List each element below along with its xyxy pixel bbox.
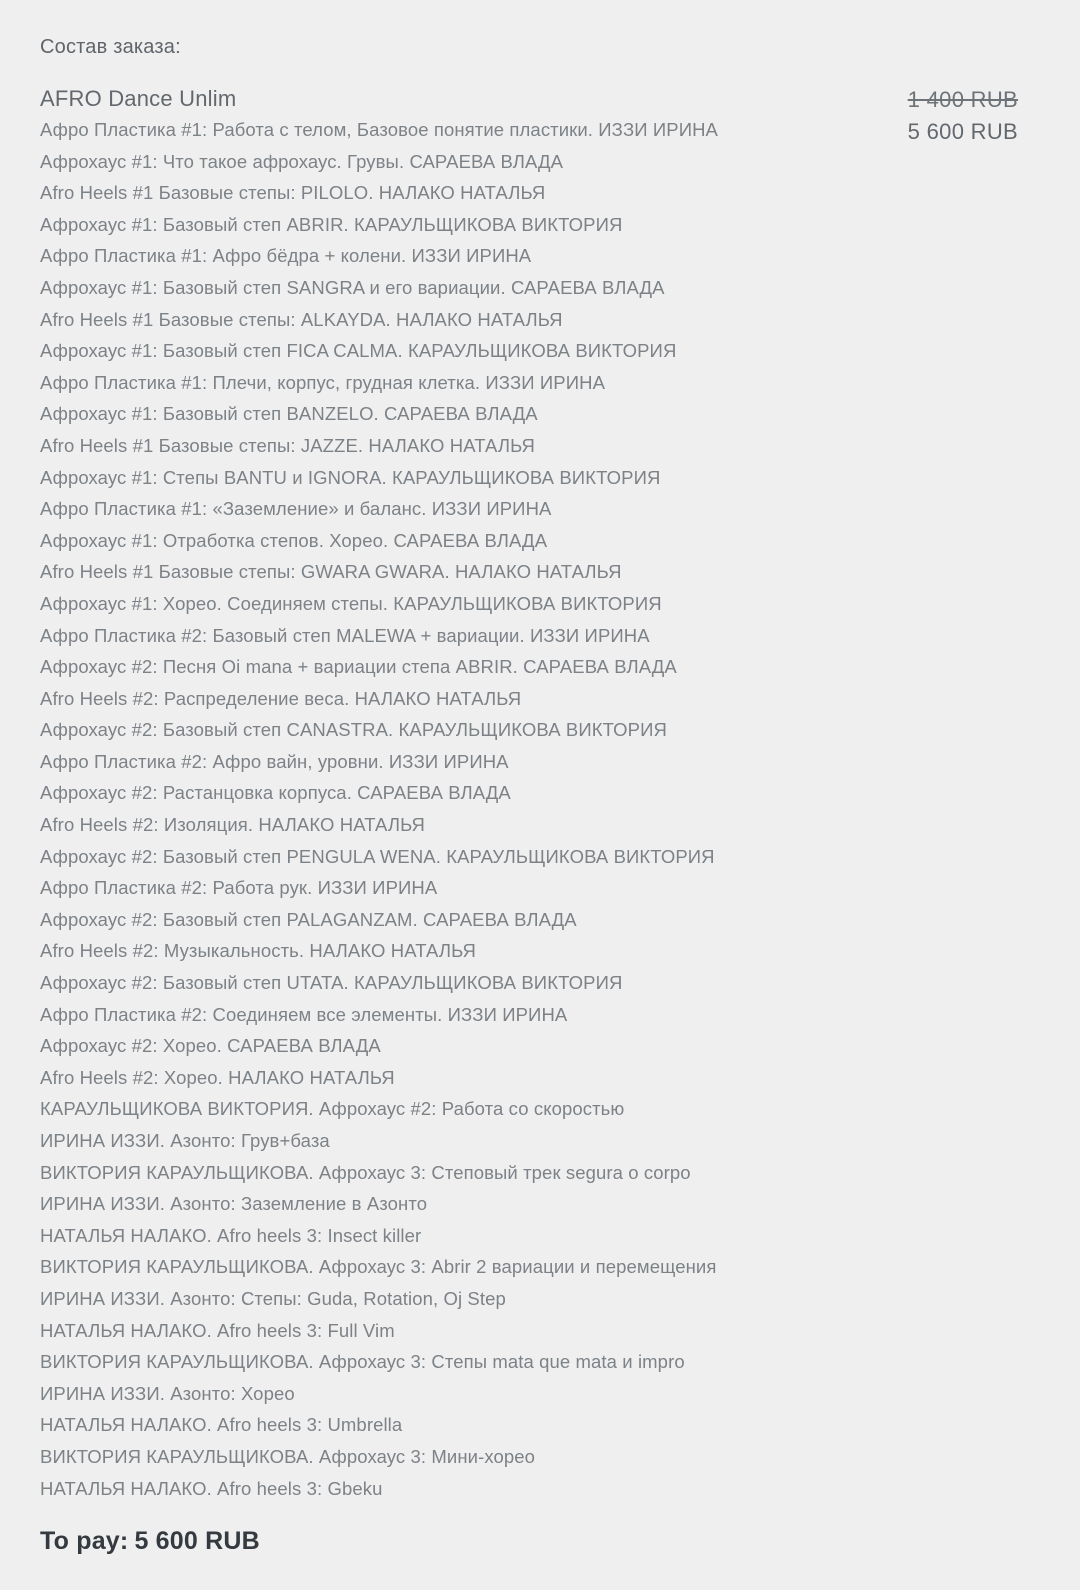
order-item: Афрохаус #2: Базовый степ UTATA. КАРАУЛЬЩИКОВА ВИКТОРИЯ [40, 972, 623, 994]
order-item: ИРИНА ИЗЗИ. Азонто: Степы: Guda, Rotation, Oj Step [40, 1287, 506, 1309]
order-item: Afro Heels #1 Базовые степы: ALKAYDA. НАЛАКО НАТАЛЬЯ [40, 308, 563, 330]
order-item: ВИКТОРИЯ КАРАУЛЬЩИКОВА. Афрохаус 3: Степы mata que mata и impro [40, 1351, 685, 1373]
total-label: To pay: [40, 1527, 129, 1556]
order-item: НАТАЛЬЯ НАЛАКО. Afro heels 3: Umbrella [40, 1414, 403, 1436]
total-line [40, 1527, 1040, 1555]
order-item: Афро Пластика #1: «Заземление» и баланс. ИЗЗИ ИРИНА [40, 498, 552, 520]
order-item: ИРИНА ИЗЗИ. Азонто: Хорео [40, 1382, 295, 1404]
order-section-title: Состав заказа: [40, 36, 181, 58]
order-item: ИРИНА ИЗЗИ. Азонто: Грув+база [40, 1130, 330, 1151]
order-item: Afro Heels #2: Изоляция. НАЛАКО НАТАЛЬЯ [40, 814, 425, 836]
product-name: AFRO Dance Unlim [40, 86, 237, 111]
order-item: Afro Heels #2: Музыкальность. НАЛАКО НАТАЛЬЯ [40, 940, 476, 962]
total-value: 5 600 RUB [134, 1527, 260, 1556]
order-item: Афрохаус #2: Базовый степ PALAGANZAM. САРАЕВА ВЛАДА [40, 908, 577, 930]
order-item: Афрохаус #2: Песня Oi mana + вариации степа ABRIR. САРАЕВА ВЛАДА [40, 656, 677, 678]
order-item: Афро Пластика #1: Работа с телом, Базовое понятие пластики. ИЗЗИ ИРИНА [40, 119, 718, 140]
order-item: Afro Heels #1 Базовые степы: GWARA GWARA. НАЛАКО НАТАЛЬЯ [40, 561, 622, 583]
order-item: Афро Пластика #2: Базовый степ MALEWA + вариации. ИЗЗИ ИРИНА [40, 624, 650, 646]
order-item: Афро Пластика #1: Плечи, корпус, грудная клетка. ИЗЗИ ИРИНА [40, 371, 606, 393]
order-item: КАРАУЛЬЩИКОВА ВИКТОРИЯ. Афрохаус #2: Работа со скоростью [40, 1098, 625, 1120]
order-item: Афрохаус #1: Степы BANTU и IGNORA. КАРАУЛЬЩИКОВА ВИКТОРИЯ [40, 466, 661, 488]
old-price: 1 400 RUB [907, 87, 1018, 112]
order-item: ИРИНА ИЗЗИ. Азонто: Заземление в Азонто [40, 1193, 428, 1215]
order-item: Afro Heels #2: Распределение веса. НАЛАКО НАТАЛЬЯ [40, 687, 522, 709]
order-item: Афрохаус #1: Базовый степ ABRIR. КАРАУЛЬЩИКОВА ВИКТОРИЯ [40, 213, 623, 235]
order-item: ВИКТОРИЯ КАРАУЛЬЩИКОВА. Афрохаус 3: Abrir 2 вариации и перемещения [40, 1256, 717, 1278]
order-item: Афрохаус #1: Базовый степ FICA CALMA. КАРАУЛЬЩИКОВА ВИКТОРИЯ [40, 340, 677, 362]
order-item: Афрохаус #1: Что такое афрохаус. Грувы. САРАЕВА ВЛАДА [40, 150, 564, 172]
order-item: Афрохаус #2: Базовый степ PENGULA WENA. КАРАУЛЬЩИКОВА ВИКТОРИЯ [40, 845, 715, 867]
order-item: Afro Heels #1 Базовые степы: PILOLO. НАЛАКО НАТАЛЬЯ [40, 182, 546, 204]
order-item: Афро Пластика #2: Работа рук. ИЗЗИ ИРИНА [40, 877, 438, 899]
order-item: Afro Heels #1 Базовые степы: JAZZE. НАЛАКО НАТАЛЬЯ [40, 434, 535, 456]
order-item: Афро Пластика #2: Соединяем все элементы. ИЗЗИ ИРИНА [40, 1003, 568, 1025]
order-item: Afro Heels #2: Хорео. НАЛАКО НАТАЛЬЯ [40, 1066, 395, 1088]
order-item: Афрохаус #1: Базовый степ SANGRA и его вариации. САРАЕВА ВЛАДА [40, 276, 665, 298]
new-price: 5 600 RUB [907, 119, 1018, 144]
order-item: Афрохаус #2: Растанцовка корпуса. САРАЕВА ВЛАДА [40, 782, 511, 804]
price-block [908, 84, 1018, 148]
order-item: ВИКТОРИЯ КАРАУЛЬЩИКОВА. Афрохаус 3: Мини-хорео [40, 1445, 536, 1467]
order-item: Афрохаус #1: Хорео. Соединяем степы. КАРАУЛЬЩИКОВА ВИКТОРИЯ [40, 592, 662, 614]
order-item: НАТАЛЬЯ НАЛАКО. Afro heels 3: Insect killer [40, 1224, 422, 1246]
order-item: НАТАЛЬЯ НАЛАКО. Afro heels 3: Gbeku [40, 1477, 383, 1499]
order-item: Афро Пластика #2: Афро вайн, уровни. ИЗЗИ ИРИНА [40, 750, 509, 772]
order-item: НАТАЛЬЯ НАЛАКО. Afro heels 3: Full Vim [40, 1319, 395, 1341]
order-item: Афрохаус #2: Хорео. САРАЕВА ВЛАДА [40, 1035, 381, 1057]
order-item: Афрохаус #1: Базовый степ BANZELO. САРАЕВА ВЛАДА [40, 403, 538, 425]
order-item: Афрохаус #1: Отработка степов. Хорео. САРАЕВА ВЛАДА [40, 529, 548, 551]
order-item: ВИКТОРИЯ КАРАУЛЬЩИКОВА. Афрохаус 3: Степовый трек segura o corpo [40, 1161, 691, 1183]
order-item: Афрохаус #2: Базовый степ CANASTRA. КАРАУЛЬЩИКОВА ВИКТОРИЯ [40, 719, 667, 741]
order-item: Афро Пластика #1: Афро бёдра + колени. ИЗЗИ ИРИНА [40, 245, 532, 267]
order-items-list [40, 114, 1040, 1504]
